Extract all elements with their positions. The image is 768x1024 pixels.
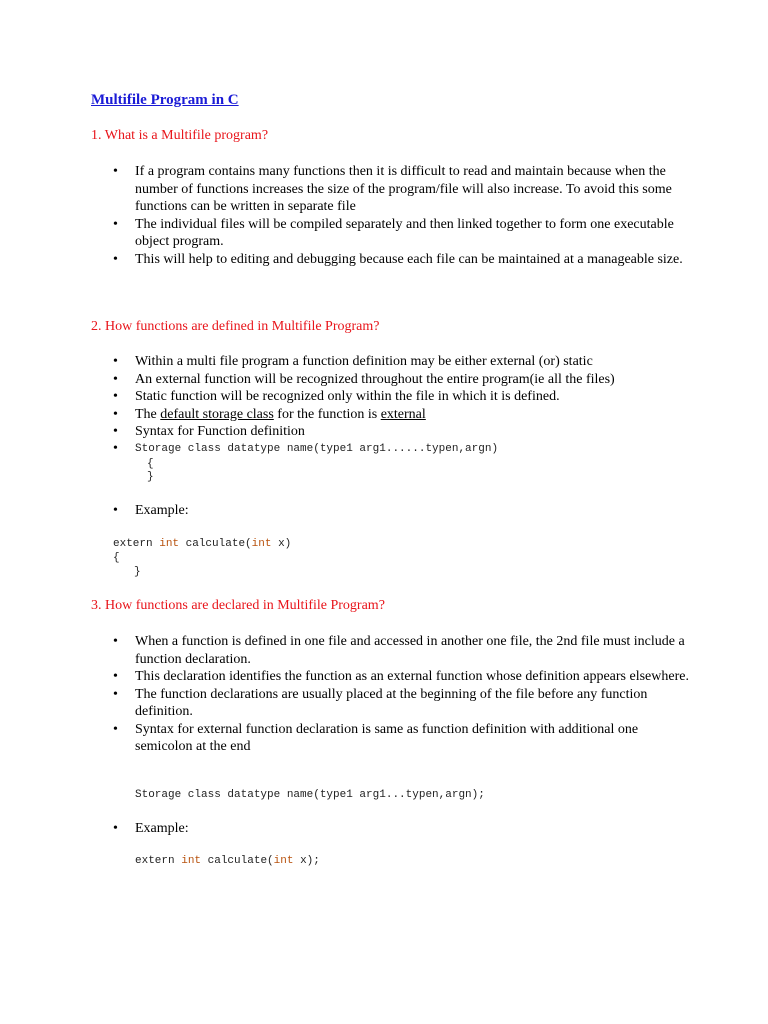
keyword-int: int xyxy=(181,855,202,867)
example-label: • Example: xyxy=(113,821,189,837)
code-token: extern xyxy=(135,855,182,867)
list-item xyxy=(113,406,693,424)
example-label: • Example: xyxy=(113,503,189,519)
list-item: • When a function is defined in one file and accessed in another one file, the 2nd file must include a function declaration. xyxy=(113,633,693,668)
example-brace-close: } xyxy=(134,566,141,578)
declaration-syntax-code: Storage class datatype name(type1 arg1...typen,argn); xyxy=(135,789,485,801)
section-1-heading: 1. What is a Multifile program? xyxy=(91,128,269,143)
code-token: calculate( xyxy=(179,538,252,550)
external-text: external xyxy=(380,406,426,422)
section-3-list xyxy=(113,633,693,756)
list-item: • If a program contains many functions then it is difficult to read and maintain because when the number of functions increases the size of the program/file will also increase. To avoid this some functions can be written in separate file xyxy=(113,163,693,216)
list-item: • Within a multi file program a function definition may be either external (or) static xyxy=(113,353,693,371)
keyword-int: int xyxy=(273,855,294,867)
text-run: The xyxy=(135,406,161,422)
list-item: • An external function will be recognized throughout the entire program(ie all the files) xyxy=(113,371,693,389)
brace-close: } xyxy=(147,471,154,483)
definition-syntax-code: Storage class datatype name(type1 arg1......typen,argn) xyxy=(135,443,499,455)
example-brace-open: { xyxy=(113,552,120,564)
list-item: • This declaration identifies the function as an external function whose definition appears elsewhere. xyxy=(113,668,693,686)
list-item: • This will help to editing and debugging because each file can be maintained at a manageable size. xyxy=(113,251,693,269)
list-item: • Static function will be recognized only within the file in which it is defined. xyxy=(113,388,693,406)
list-item: • The function declarations are usually placed at the beginning of the file before any function definition. xyxy=(113,686,693,721)
code-token: extern xyxy=(113,538,160,550)
section-3-heading: 3. How functions are declared in Multifile Program? xyxy=(91,598,385,613)
code-token: calculate( xyxy=(201,855,274,867)
list-item: • Syntax for external function declaration is same as function definition with additional one semicolon at the end xyxy=(113,721,693,756)
section-2-heading: 2. How functions are defined in Multifile Program? xyxy=(91,319,380,334)
keyword-int: int xyxy=(251,538,272,550)
keyword-int: int xyxy=(159,538,180,550)
code-token: x) xyxy=(271,538,292,550)
list-item: • The individual files will be compiled separately and then linked together to form one executable object program. xyxy=(113,216,693,251)
list-item: • Syntax for Function definition xyxy=(113,423,693,441)
section-1-list xyxy=(113,163,693,268)
page-title: Multifile Program in C xyxy=(91,92,239,108)
section-2-list xyxy=(113,353,693,441)
bullet: • xyxy=(113,441,118,456)
text-run: for the function is xyxy=(273,406,381,422)
definition-example-code xyxy=(113,538,291,551)
declaration-example-code xyxy=(135,855,320,868)
default-storage-class-text: default storage class xyxy=(160,406,274,422)
code-token: x); xyxy=(293,855,320,867)
brace-open: { xyxy=(147,458,154,470)
